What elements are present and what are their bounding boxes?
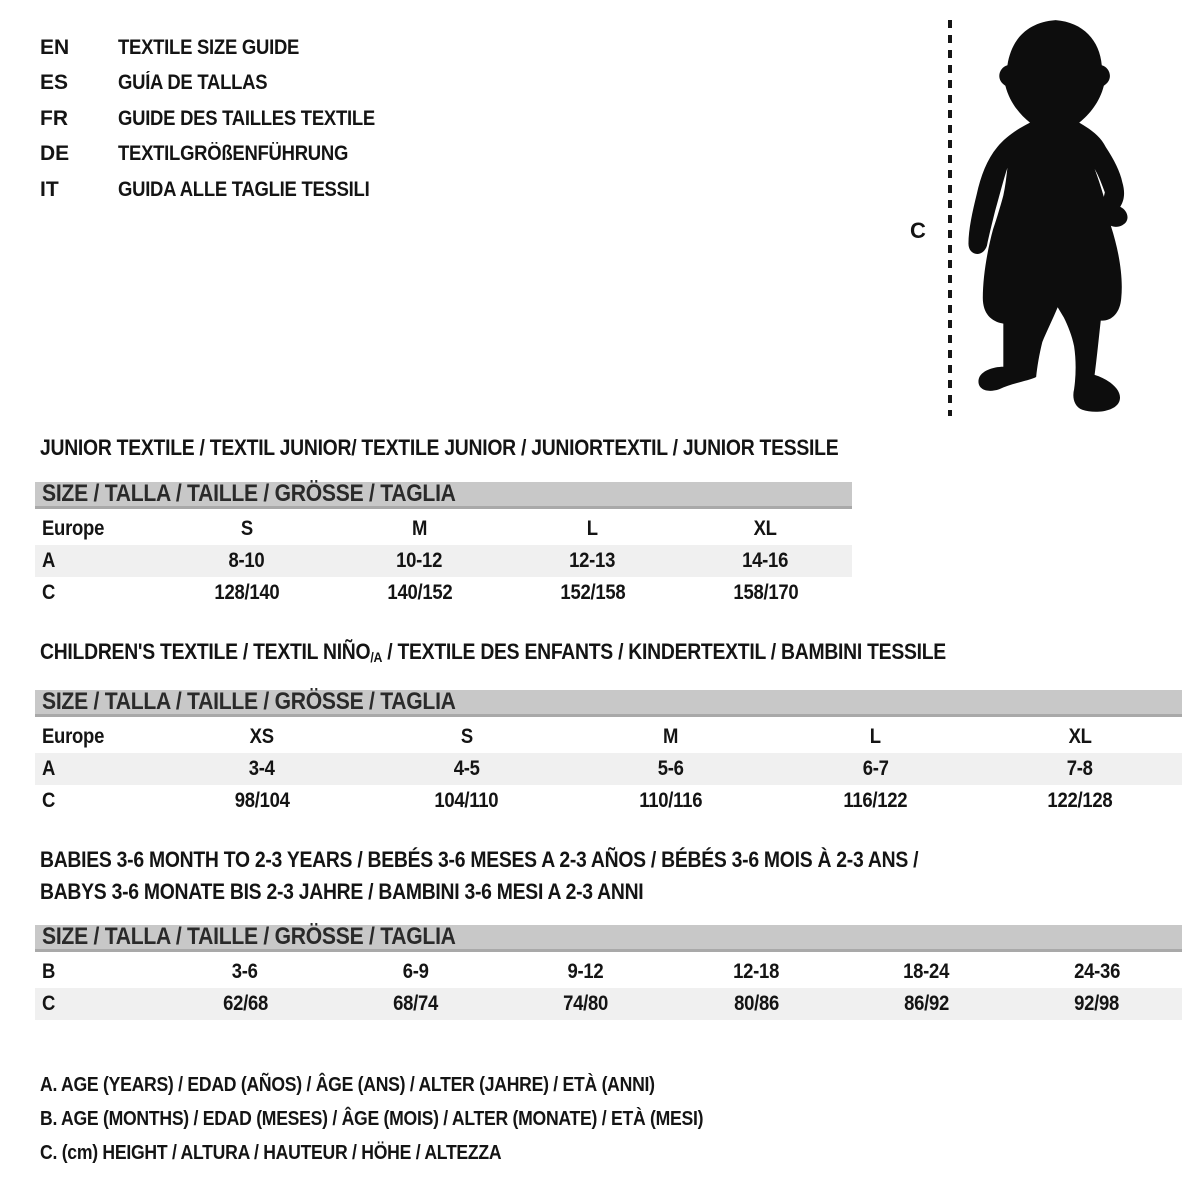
- babies-section-heading: [40, 844, 1038, 908]
- language-title: TEXTILGRÖßENFÜHRUNG: [118, 142, 349, 166]
- height-measure-dashed-line: [946, 18, 954, 418]
- row-label: C: [42, 789, 56, 812]
- language-row-it: [40, 172, 410, 208]
- size-cell: M: [411, 517, 428, 540]
- table-row-height-cm: [35, 785, 1182, 817]
- height-cell: 158/170: [733, 581, 798, 604]
- height-cell: 98/104: [234, 789, 290, 812]
- height-cell: 104/110: [434, 789, 499, 812]
- babies-heading-line1: BABIES 3-6 MONTH TO 2-3 YEARS / BEBÉS 3-6 MESES A 2-3 AÑOS / BÉBÉS 3-6 MOIS À 2-3 ANS /: [40, 847, 919, 872]
- age-cell: 12-18: [733, 960, 780, 983]
- table-row-height-cm: [35, 577, 852, 609]
- children-table-header-bar: [35, 690, 1182, 717]
- height-measure-label: C: [910, 218, 926, 243]
- babies-size-table: [35, 925, 1182, 1020]
- size-cell: S: [240, 517, 253, 540]
- language-title: GUIDA ALLE TAGLIE TESSILI: [118, 177, 370, 201]
- babies-table-header-bar: [35, 925, 1182, 952]
- height-cell: 110/116: [639, 789, 703, 812]
- age-cell: 6-7: [862, 757, 889, 780]
- babies-heading-line2: BABYS 3-6 MONATE BIS 2-3 JAHRE / BAMBINI 3-6 MESI A 2-3 ANNI: [40, 879, 644, 904]
- height-cell: 74/80: [563, 992, 609, 1015]
- children-size-table: [35, 690, 1182, 817]
- language-title: GUÍA DE TALLAS: [118, 71, 268, 95]
- row-label: B: [42, 960, 56, 983]
- age-cell: 10-12: [396, 549, 443, 572]
- language-title: TEXTILE SIZE GUIDE: [118, 35, 300, 59]
- junior-size-table: [35, 482, 852, 609]
- table-row-europe: [35, 513, 852, 545]
- toddler-silhouette: [958, 16, 1143, 418]
- size-cell: L: [586, 517, 599, 540]
- age-cell: 8-10: [228, 549, 265, 572]
- legend-line-a: A. AGE (YEARS) / EDAD (AÑOS) / ÂGE (ANS) / ALTER (JAHRE) / ETÀ (ANNI): [40, 1074, 655, 1096]
- children-heading-subscript: /A: [370, 649, 383, 665]
- age-cell: 6-9: [402, 960, 429, 983]
- age-cell: 5-6: [658, 757, 684, 780]
- size-header-label: SIZE / TALLA / TAILLE / GRÖSSE / TAGLIA: [42, 480, 456, 507]
- language-row-es: [40, 66, 410, 102]
- height-cell: 152/158: [560, 581, 625, 604]
- row-label: C: [42, 581, 56, 604]
- junior-table-header-bar: [35, 482, 852, 509]
- age-cell: 9-12: [567, 960, 604, 983]
- age-cell: 3-4: [249, 757, 276, 780]
- size-cell: S: [460, 725, 473, 748]
- language-row-de: [40, 137, 410, 173]
- language-code: FR: [40, 106, 68, 130]
- table-row-europe: [35, 721, 1182, 753]
- language-code: ES: [40, 71, 69, 95]
- table-row-height-cm: [35, 988, 1182, 1020]
- junior-heading-text: JUNIOR TEXTILE / TEXTIL JUNIOR/ TEXTILE JUNIOR / JUNIORTEXTIL / JUNIOR TESSILE: [40, 435, 839, 460]
- row-label: Europe: [42, 725, 105, 748]
- age-cell: 18-24: [903, 960, 950, 983]
- size-header-label: SIZE / TALLA / TAILLE / GRÖSSE / TAGLIA: [42, 923, 456, 950]
- height-cell: 80/86: [733, 992, 779, 1015]
- height-cell: 116/122: [843, 789, 908, 812]
- height-cell: 122/128: [1047, 789, 1113, 812]
- height-cell: 128/140: [214, 581, 279, 604]
- measurement-legend: [40, 1068, 794, 1170]
- children-section-heading: [40, 639, 1069, 667]
- height-cell: 68/74: [393, 992, 438, 1015]
- language-row-fr: [40, 101, 410, 137]
- age-cell: 7-8: [1066, 757, 1093, 780]
- size-cell: M: [663, 725, 679, 748]
- height-cell: 86/92: [904, 992, 949, 1015]
- language-code: EN: [40, 35, 70, 59]
- language-code: IT: [40, 177, 59, 201]
- language-list: [40, 30, 410, 208]
- age-cell: 3-6: [232, 960, 259, 983]
- language-row-en: [40, 30, 410, 66]
- size-cell: XS: [250, 725, 275, 748]
- age-cell: 24-36: [1073, 960, 1120, 983]
- age-cell: 12-13: [569, 549, 616, 572]
- height-cell: 140/152: [387, 581, 452, 604]
- size-header-label: SIZE / TALLA / TAILLE / GRÖSSE / TAGLIA: [42, 688, 456, 715]
- row-label: A: [42, 757, 56, 780]
- size-cell: XL: [1068, 725, 1092, 748]
- language-code: DE: [40, 142, 70, 166]
- legend-line-b: B. AGE (MONTHS) / EDAD (MESES) / ÂGE (MOIS) / ALTER (MONATE) / ETÀ (MESI): [40, 1108, 704, 1130]
- height-cell: 62/68: [222, 992, 268, 1015]
- row-label: C: [42, 992, 56, 1015]
- junior-section-heading: [40, 435, 947, 461]
- row-label: A: [42, 549, 56, 572]
- age-cell: 14-16: [742, 549, 789, 572]
- row-label: Europe: [42, 517, 105, 540]
- table-row-age-years: [35, 753, 1182, 785]
- language-title: GUIDE DES TAILLES TEXTILE: [118, 106, 375, 130]
- size-cell: L: [869, 725, 881, 748]
- height-cell: 92/98: [1074, 992, 1120, 1015]
- age-cell: 4-5: [453, 757, 480, 780]
- children-heading-text: CHILDREN'S TEXTILE / TEXTIL NIÑO/A / TEXTILE DES ENFANTS / KINDERTEXTIL / BAMBINI TESSILE: [40, 639, 946, 665]
- legend-line-c: C. (cm) HEIGHT / ALTURA / HAUTEUR / HÖHE / ALTEZZA: [40, 1142, 502, 1164]
- table-row-age-years: [35, 545, 852, 577]
- size-cell: XL: [753, 517, 778, 540]
- table-row-age-months: [35, 956, 1182, 988]
